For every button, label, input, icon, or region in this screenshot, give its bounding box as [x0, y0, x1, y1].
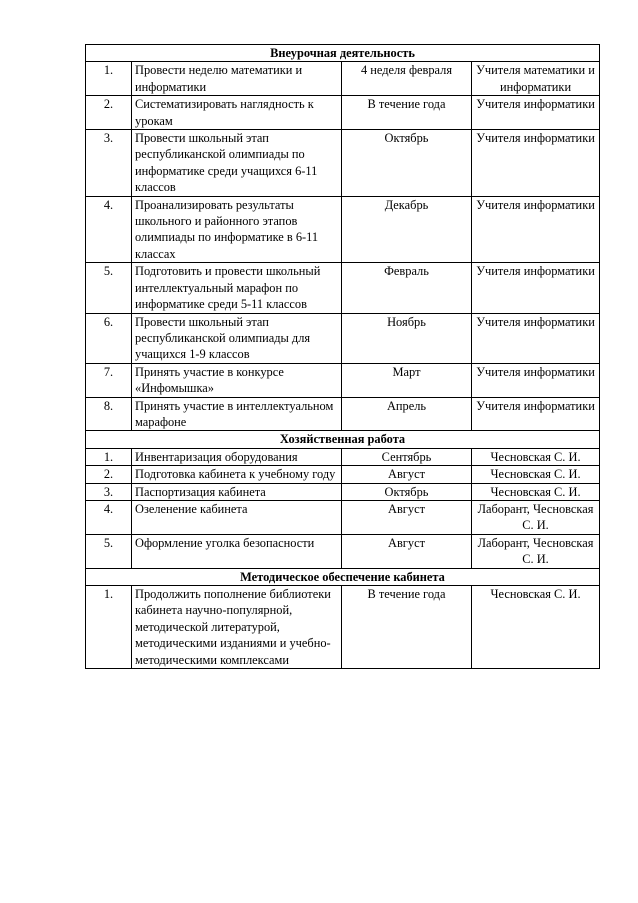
row-task: Систематизировать наглядность к урокам [132, 96, 342, 130]
row-task: Подготовить и провести школьный интеллектуальный марафон по информатике среди 5-11 классов [132, 263, 342, 313]
row-number: 6. [86, 313, 132, 363]
table-row [86, 448, 600, 465]
row-number: 1. [86, 448, 132, 465]
table-row [86, 483, 600, 500]
row-number: 4. [86, 500, 132, 534]
row-date: В течение года [342, 586, 472, 669]
table-row [86, 96, 600, 130]
section-title: Методическое обеспечение кабинета [86, 568, 600, 585]
row-responsible: Учителя информатики [472, 313, 600, 363]
row-responsible: Чесновская С. И. [472, 448, 600, 465]
row-task: Провести школьный этап республиканской олимпиады для учащихся 1-9 классов [132, 313, 342, 363]
row-date: Февраль [342, 263, 472, 313]
row-responsible: Учителя информатики [472, 196, 600, 263]
table-row [86, 130, 600, 197]
row-number: 4. [86, 196, 132, 263]
row-task: Паспортизация кабинета [132, 483, 342, 500]
section-header [86, 431, 600, 448]
row-number: 2. [86, 96, 132, 130]
table-row [86, 313, 600, 363]
row-task: Подготовка кабинета к учебному году [132, 466, 342, 483]
row-number: 2. [86, 466, 132, 483]
row-number: 7. [86, 363, 132, 397]
table-row [86, 62, 600, 96]
row-number: 1. [86, 586, 132, 669]
row-responsible: Лаборант, Чесновская С. И. [472, 500, 600, 534]
row-task: Провести неделю математики и информатики [132, 62, 342, 96]
row-task: Принять участие в конкурсе «Инфомышка» [132, 363, 342, 397]
row-number: 5. [86, 534, 132, 568]
row-number: 8. [86, 397, 132, 431]
row-responsible: Учителя информатики [472, 397, 600, 431]
table-row [86, 196, 600, 263]
row-responsible: Чесновская С. И. [472, 586, 600, 669]
row-date: Октябрь [342, 130, 472, 197]
row-responsible: Учителя информатики [472, 363, 600, 397]
row-date: Август [342, 534, 472, 568]
row-date: Декабрь [342, 196, 472, 263]
table-row [86, 363, 600, 397]
row-date: Октябрь [342, 483, 472, 500]
row-date: Ноябрь [342, 313, 472, 363]
table-row [86, 500, 600, 534]
row-responsible: Учителя информатики [472, 130, 600, 197]
table-row [86, 466, 600, 483]
table-row [86, 534, 600, 568]
section-header [86, 568, 600, 585]
section-title: Хозяйственная работа [86, 431, 600, 448]
row-date: Апрель [342, 397, 472, 431]
row-date: 4 неделя февраля [342, 62, 472, 96]
row-responsible: Чесновская С. И. [472, 483, 600, 500]
row-task: Инвентаризация оборудования [132, 448, 342, 465]
row-date: Август [342, 466, 472, 483]
row-task: Продолжить пополнение библиотеки кабинета научно-популярной, методической литературой, методическими изданиями и учебно-методическими комплексами [132, 586, 342, 669]
row-responsible: Учителя информатики [472, 96, 600, 130]
row-responsible: Учителя математики и информатики [472, 62, 600, 96]
row-date: Сентябрь [342, 448, 472, 465]
row-responsible: Лаборант, Чесновская С. И. [472, 534, 600, 568]
row-number: 3. [86, 130, 132, 197]
row-responsible: Учителя информатики [472, 263, 600, 313]
row-date: Август [342, 500, 472, 534]
row-task: Проанализировать результаты школьного и районного этапов олимпиады по информатике в 6-11 классах [132, 196, 342, 263]
row-task: Принять участие в интеллектуальном марафоне [132, 397, 342, 431]
table-row [86, 263, 600, 313]
row-date: Март [342, 363, 472, 397]
row-task: Провести школьный этап республиканской олимпиады по информатике среди учащихся 6-11 классов [132, 130, 342, 197]
section-title: Внеурочная деятельность [86, 45, 600, 62]
table-row [86, 586, 600, 669]
row-number: 3. [86, 483, 132, 500]
plan-table [85, 44, 600, 669]
row-task: Оформление уголка безопасности [132, 534, 342, 568]
row-responsible: Чесновская С. И. [472, 466, 600, 483]
row-date: В течение года [342, 96, 472, 130]
row-number: 5. [86, 263, 132, 313]
row-number: 1. [86, 62, 132, 96]
table-row [86, 397, 600, 431]
row-task: Озеленение кабинета [132, 500, 342, 534]
section-header [86, 45, 600, 62]
